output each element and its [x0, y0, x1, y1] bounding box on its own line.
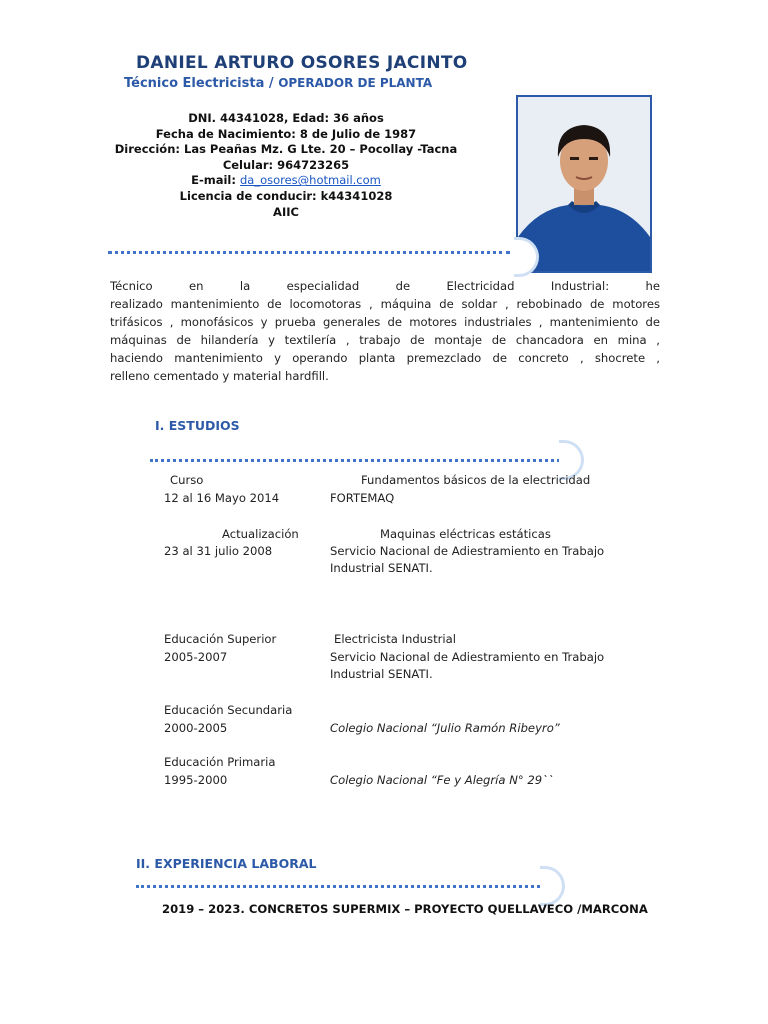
study-institution-cont: Industrial SENATI. — [330, 667, 433, 681]
phone-line: Celular: 964723265 — [222, 157, 350, 172]
candidate-name: DANIEL ARTURO OSORES JACINTO — [136, 53, 468, 73]
email-label: E-mail: — [191, 173, 240, 188]
study-title: Electricista Industrial — [334, 632, 456, 646]
license-line: Licencia de conducir: k44341028 — [179, 188, 393, 203]
license-class: AIIC — [273, 204, 299, 219]
job-title — [124, 76, 432, 91]
study-institution: Servicio Nacional de Adiestramiento en Trabajo — [330, 650, 605, 664]
study-date: 12 al 16 Mayo 2014 — [164, 491, 280, 505]
email-line — [106, 173, 466, 189]
summary-line: haciendo mantenimiento y operando planta premezclado de concreto , shocrete , — [110, 351, 660, 365]
study-date: 2000-2005 — [164, 721, 228, 735]
study-title: Fundamentos básicos de la electricidad — [361, 473, 591, 487]
study-label: Curso — [170, 473, 204, 487]
study-label: Educación Secundaria — [164, 703, 293, 717]
study-institution: Servicio Nacional de Adiestramiento en Trabajo — [330, 544, 605, 558]
personal-info — [106, 111, 466, 220]
study-label: Educación Superior — [164, 632, 277, 646]
summary-line: Técnico en la especialidad de Electricidad Industrial: he — [110, 279, 660, 293]
study-institution: FORTEMAQ — [330, 491, 395, 505]
study-label: Actualización — [222, 527, 299, 541]
study-date: 23 al 31 julio 2008 — [164, 544, 273, 558]
study-institution: Colegio Nacional “Fe y Alegría N° 29`` — [330, 773, 554, 787]
job-title-second: OPERADOR DE PLANTA — [278, 76, 433, 90]
email-link[interactable]: da_osores@hotmail.com — [239, 173, 381, 188]
job-title-main: Técnico Electricista — [124, 76, 265, 91]
studies-heading: I. ESTUDIOS — [155, 418, 240, 433]
summary-line: realizado mantenimiento de locomotoras , máquina de soldar , rebobinado de motores — [110, 297, 660, 311]
study-institution-cont: Industrial SENATI. — [330, 561, 433, 575]
summary-line: trifásicos , monofásicos y prueba generales de motores industriales , mantenimiento de — [110, 315, 660, 329]
studies-divider — [150, 459, 560, 462]
experience-divider-arc — [540, 866, 565, 906]
header-divider — [108, 251, 510, 254]
address-line: Dirección: Las Peañas Mz. G Lte. 20 – Pocollay -Tacna — [114, 142, 458, 157]
summary-line: máquinas de hilandería y textilería , trabajo de montaje de chancadora en mina , — [110, 333, 660, 347]
experience-heading: II. EXPERIENCIA LABORAL — [136, 856, 317, 871]
experience-divider — [136, 885, 540, 888]
birth-line: Fecha de Nacimiento: 8 de Julio de 1987 — [155, 126, 417, 141]
summary-line: relleno cementado y material hardfill. — [110, 369, 329, 383]
study-date: 2005-2007 — [164, 650, 228, 664]
person-portrait-icon — [518, 97, 650, 271]
study-institution: Colegio Nacional “Julio Ramón Ribeyro” — [330, 721, 560, 735]
dni-line: DNI. 44341028, Edad: 36 años — [188, 111, 384, 125]
study-label: Educación Primaria — [164, 755, 276, 769]
job-title-separator: / — [264, 76, 279, 91]
experience-entry: 2019 – 2023. CONCRETOS SUPERMIX – PROYECTO QUELLAVECO /MARCONA — [162, 902, 648, 916]
study-date: 1995-2000 — [164, 773, 228, 787]
profile-summary — [110, 277, 660, 385]
study-title: Maquinas eléctricas estáticas — [380, 527, 551, 541]
